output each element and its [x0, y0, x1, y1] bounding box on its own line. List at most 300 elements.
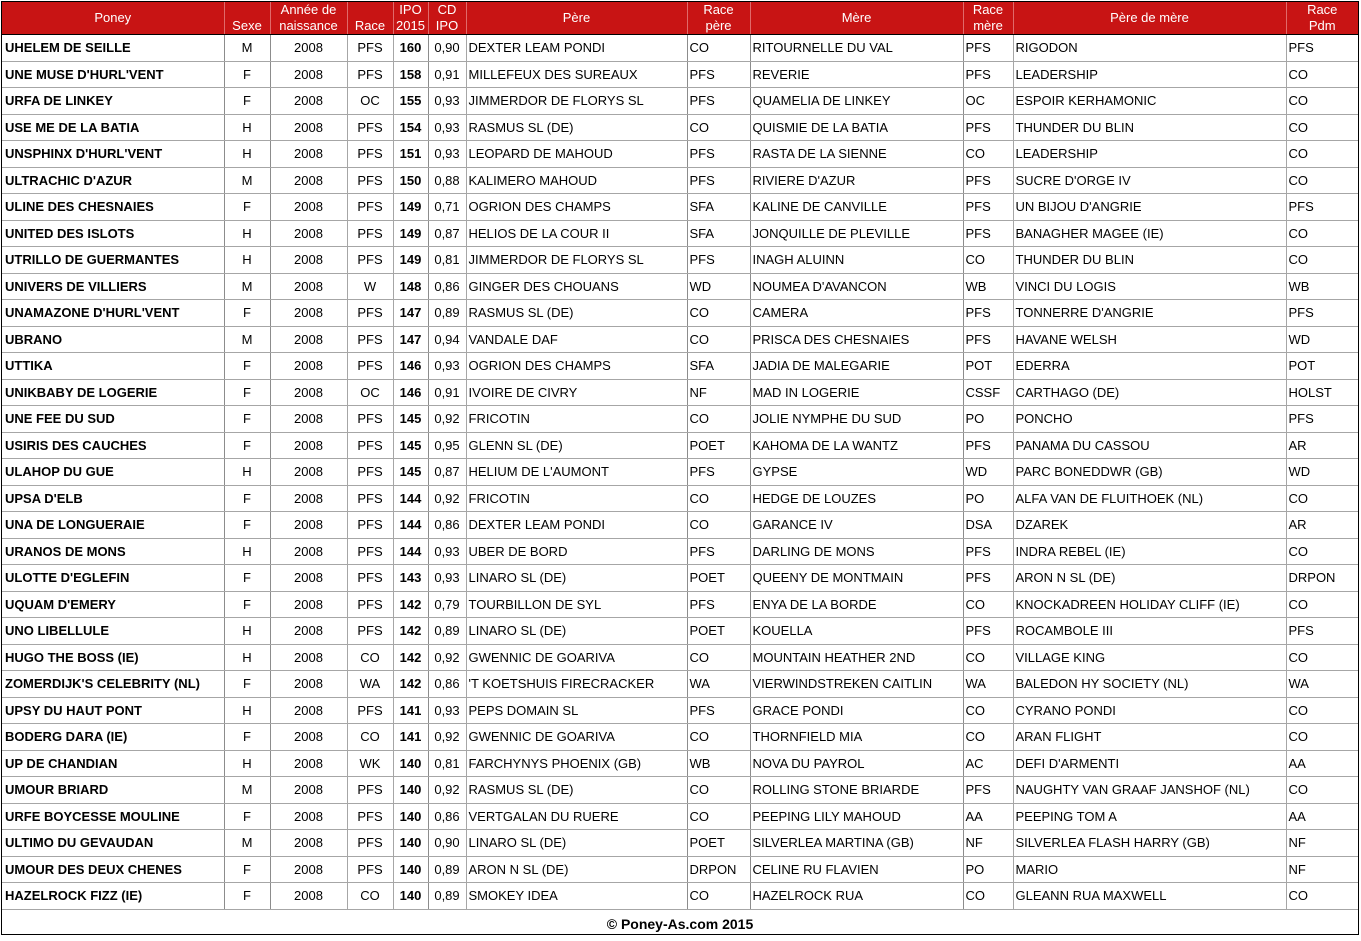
cell-race-mere: PFS [963, 618, 1013, 645]
cell-pere: PEPS DOMAIN SL [466, 697, 687, 724]
cell-race-pdm: PFS [1286, 194, 1358, 221]
cell-poney: UHELEM DE SEILLE [2, 35, 224, 62]
cell-pere: KALIMERO MAHOUD [466, 167, 687, 194]
cell-race-pdm: PFS [1286, 406, 1358, 433]
cell-cd-ipo: 0,93 [428, 114, 466, 141]
cell-race-pere: CO [687, 406, 750, 433]
cell-sexe: H [224, 644, 270, 671]
cell-race-pdm: CO [1286, 724, 1358, 751]
cell-pere: 'T KOETSHUIS FIRECRACKER [466, 671, 687, 698]
cell-race-mere: PO [963, 485, 1013, 512]
cell-poney: UNITED DES ISLOTS [2, 220, 224, 247]
cell-race-pdm: DRPON [1286, 565, 1358, 592]
cell-cd-ipo: 0,93 [428, 565, 466, 592]
cell-mere: JONQUILLE DE PLEVILLE [750, 220, 963, 247]
cell-race: CO [347, 724, 393, 751]
cell-cd-ipo: 0,79 [428, 591, 466, 618]
cell-race-mere: WB [963, 273, 1013, 300]
cell-race-mere: CO [963, 247, 1013, 274]
table-row [2, 406, 1358, 433]
cell-race-mere: PFS [963, 35, 1013, 62]
cell-race-pdm: CO [1286, 591, 1358, 618]
cell-annee: 2008 [270, 141, 347, 168]
cell-cd-ipo: 0,93 [428, 88, 466, 115]
cell-race: W [347, 273, 393, 300]
cell-pere-de-mere: NAUGHTY VAN GRAAF JANSHOF (NL) [1013, 777, 1286, 804]
cell-ipo: 147 [393, 326, 428, 353]
cell-ipo: 141 [393, 697, 428, 724]
table-row [2, 512, 1358, 539]
cell-sexe: F [224, 300, 270, 327]
table-row [2, 353, 1358, 380]
cell-race-mere: PFS [963, 777, 1013, 804]
cell-ipo: 154 [393, 114, 428, 141]
cell-ipo: 143 [393, 565, 428, 592]
cell-mere: KALINE DE CANVILLE [750, 194, 963, 221]
cell-poney: UNSPHINX D'HURL'VENT [2, 141, 224, 168]
cell-race-mere: CO [963, 644, 1013, 671]
cell-pere: GWENNIC DE GOARIVA [466, 724, 687, 751]
cell-race-mere: AA [963, 803, 1013, 830]
cell-race-mere: PFS [963, 326, 1013, 353]
cell-pere-de-mere: KNOCKADREEN HOLIDAY CLIFF (IE) [1013, 591, 1286, 618]
cell-race: PFS [347, 35, 393, 62]
table-row [2, 671, 1358, 698]
cell-ipo: 142 [393, 644, 428, 671]
table-row [2, 856, 1358, 883]
cell-mere: ROLLING STONE BRIARDE [750, 777, 963, 804]
cell-race-mere: PFS [963, 565, 1013, 592]
table-row [2, 326, 1358, 353]
header-race-mere: Race mère [963, 2, 1013, 35]
cell-race-mere: OC [963, 88, 1013, 115]
cell-pere-de-mere: BANAGHER MAGEE (IE) [1013, 220, 1286, 247]
table-row [2, 591, 1358, 618]
cell-cd-ipo: 0,90 [428, 35, 466, 62]
cell-race: PFS [347, 406, 393, 433]
cell-sexe: H [224, 459, 270, 486]
cell-sexe: F [224, 379, 270, 406]
cell-poney: UTRILLO DE GUERMANTES [2, 247, 224, 274]
cell-sexe: F [224, 353, 270, 380]
header-ipo: IPO 2015 [393, 2, 428, 35]
table-row [2, 88, 1358, 115]
cell-race-pdm: WD [1286, 459, 1358, 486]
cell-race: PFS [347, 591, 393, 618]
cell-pere: FARCHYNYS PHOENIX (GB) [466, 750, 687, 777]
cell-pere: IVOIRE DE CIVRY [466, 379, 687, 406]
cell-race-pdm: NF [1286, 856, 1358, 883]
cell-pere-de-mere: VINCI DU LOGIS [1013, 273, 1286, 300]
cell-pere: MILLEFEUX DES SUREAUX [466, 61, 687, 88]
table-row [2, 141, 1358, 168]
cell-mere: MOUNTAIN HEATHER 2ND [750, 644, 963, 671]
cell-ipo: 142 [393, 591, 428, 618]
cell-race-pere: POET [687, 830, 750, 857]
cell-annee: 2008 [270, 88, 347, 115]
cell-race-pere: PFS [687, 247, 750, 274]
cell-annee: 2008 [270, 220, 347, 247]
table-row [2, 750, 1358, 777]
cell-race-pdm: CO [1286, 141, 1358, 168]
cell-race-pdm: AA [1286, 750, 1358, 777]
cell-race-pere: PFS [687, 697, 750, 724]
cell-race-pdm: PFS [1286, 35, 1358, 62]
cell-ipo: 144 [393, 485, 428, 512]
cell-race: WA [347, 671, 393, 698]
cell-poney: ULTIMO DU GEVAUDAN [2, 830, 224, 857]
cell-cd-ipo: 0,90 [428, 830, 466, 857]
cell-annee: 2008 [270, 114, 347, 141]
cell-race-pere: PFS [687, 538, 750, 565]
cell-race-pere: NF [687, 379, 750, 406]
cell-annee: 2008 [270, 379, 347, 406]
cell-ipo: 141 [393, 724, 428, 751]
cell-sexe: F [224, 591, 270, 618]
cell-pere-de-mere: PARC BONEDDWR (GB) [1013, 459, 1286, 486]
cell-pere: SMOKEY IDEA [466, 883, 687, 910]
header-pere: Père [466, 2, 687, 35]
cell-poney: URFE BOYCESSE MOULINE [2, 803, 224, 830]
cell-mere: QUEENY DE MONTMAIN [750, 565, 963, 592]
cell-poney: UBRANO [2, 326, 224, 353]
cell-poney: UNA DE LONGUERAIE [2, 512, 224, 539]
cell-sexe: M [224, 273, 270, 300]
cell-sexe: F [224, 565, 270, 592]
cell-ipo: 158 [393, 61, 428, 88]
table-row [2, 777, 1358, 804]
cell-annee: 2008 [270, 432, 347, 459]
cell-race-pere: CO [687, 883, 750, 910]
cell-mere: ENYA DE LA BORDE [750, 591, 963, 618]
cell-sexe: F [224, 856, 270, 883]
cell-poney: URFA DE LINKEY [2, 88, 224, 115]
table-row [2, 538, 1358, 565]
cell-mere: GARANCE IV [750, 512, 963, 539]
header-pere-de-mere: Père de mère [1013, 2, 1286, 35]
cell-mere: QUISMIE DE LA BATIA [750, 114, 963, 141]
cell-sexe: F [224, 61, 270, 88]
cell-pere: OGRION DES CHAMPS [466, 353, 687, 380]
cell-pere: OGRION DES CHAMPS [466, 194, 687, 221]
cell-race-pdm: WB [1286, 273, 1358, 300]
cell-pere-de-mere: VILLAGE KING [1013, 644, 1286, 671]
cell-race-mere: CO [963, 883, 1013, 910]
cell-race: CO [347, 644, 393, 671]
cell-race: PFS [347, 353, 393, 380]
cell-ipo: 145 [393, 406, 428, 433]
cell-cd-ipo: 0,93 [428, 538, 466, 565]
results-sheet [1, 1, 1359, 935]
cell-mere: GRACE PONDI [750, 697, 963, 724]
cell-sexe: H [224, 697, 270, 724]
cell-annee: 2008 [270, 194, 347, 221]
cell-ipo: 140 [393, 883, 428, 910]
cell-pere-de-mere: SILVERLEA FLASH HARRY (GB) [1013, 830, 1286, 857]
cell-sexe: M [224, 35, 270, 62]
cell-pere: GINGER DES CHOUANS [466, 273, 687, 300]
cell-sexe: F [224, 671, 270, 698]
cell-sexe: H [224, 538, 270, 565]
table-row [2, 432, 1358, 459]
cell-pere-de-mere: ARON N SL (DE) [1013, 565, 1286, 592]
cell-race-pere: PFS [687, 88, 750, 115]
cell-cd-ipo: 0,92 [428, 644, 466, 671]
cell-cd-ipo: 0,86 [428, 671, 466, 698]
cell-ipo: 150 [393, 167, 428, 194]
cell-race: PFS [347, 697, 393, 724]
cell-race: PFS [347, 512, 393, 539]
cell-ipo: 144 [393, 538, 428, 565]
cell-cd-ipo: 0,86 [428, 803, 466, 830]
cell-poney: UNIVERS DE VILLIERS [2, 273, 224, 300]
header-row [2, 2, 1358, 35]
cell-race-pdm: AR [1286, 512, 1358, 539]
cell-pere-de-mere: HAVANE WELSH [1013, 326, 1286, 353]
cell-pere-de-mere: EDERRA [1013, 353, 1286, 380]
cell-pere-de-mere: CARTHAGO (DE) [1013, 379, 1286, 406]
cell-pere: LEOPARD DE MAHOUD [466, 141, 687, 168]
cell-mere: CAMERA [750, 300, 963, 327]
cell-ipo: 149 [393, 247, 428, 274]
cell-race: PFS [347, 618, 393, 645]
table-row [2, 300, 1358, 327]
cell-annee: 2008 [270, 538, 347, 565]
cell-ipo: 149 [393, 220, 428, 247]
cell-annee: 2008 [270, 830, 347, 857]
cell-pere-de-mere: ESPOIR KERHAMONIC [1013, 88, 1286, 115]
cell-pere-de-mere: TONNERRE D'ANGRIE [1013, 300, 1286, 327]
cell-annee: 2008 [270, 459, 347, 486]
cell-race-pdm: CO [1286, 88, 1358, 115]
cell-poney: UNAMAZONE D'HURL'VENT [2, 300, 224, 327]
cell-race-mere: POT [963, 353, 1013, 380]
cell-ipo: 146 [393, 353, 428, 380]
cell-race: PFS [347, 326, 393, 353]
cell-pere-de-mere: PANAMA DU CASSOU [1013, 432, 1286, 459]
cell-annee: 2008 [270, 61, 347, 88]
cell-race: CO [347, 883, 393, 910]
cell-race-pdm: CO [1286, 114, 1358, 141]
header-sexe: Sexe [224, 2, 270, 35]
table-row [2, 220, 1358, 247]
cell-annee: 2008 [270, 750, 347, 777]
cell-sexe: H [224, 141, 270, 168]
cell-pere: LINARO SL (DE) [466, 565, 687, 592]
cell-race-mere: PFS [963, 300, 1013, 327]
cell-mere: HAZELROCK RUA [750, 883, 963, 910]
cell-pere-de-mere: DZAREK [1013, 512, 1286, 539]
cell-race-mere: PO [963, 406, 1013, 433]
cell-race: PFS [347, 220, 393, 247]
cell-annee: 2008 [270, 724, 347, 751]
table-row [2, 644, 1358, 671]
cell-sexe: F [224, 194, 270, 221]
cell-mere: CELINE RU FLAVIEN [750, 856, 963, 883]
cell-race-pdm: WD [1286, 326, 1358, 353]
cell-mere: NOVA DU PAYROL [750, 750, 963, 777]
cell-sexe: F [224, 883, 270, 910]
cell-poney: UPSA D'ELB [2, 485, 224, 512]
cell-race: PFS [347, 247, 393, 274]
cell-sexe: M [224, 326, 270, 353]
cell-race-pere: POET [687, 565, 750, 592]
cell-race-mere: PFS [963, 61, 1013, 88]
cell-pere-de-mere: PONCHO [1013, 406, 1286, 433]
cell-race-pere: CO [687, 644, 750, 671]
cell-sexe: H [224, 247, 270, 274]
cell-ipo: 148 [393, 273, 428, 300]
table-row [2, 565, 1358, 592]
cell-poney: ULAHOP DU GUE [2, 459, 224, 486]
cell-race: OC [347, 88, 393, 115]
cell-race-pere: CO [687, 724, 750, 751]
header-annee: Année de naissance [270, 2, 347, 35]
cell-poney: ULTRACHIC D'AZUR [2, 167, 224, 194]
cell-race-pdm: CO [1286, 777, 1358, 804]
cell-mere: REVERIE [750, 61, 963, 88]
header-race: Race [347, 2, 393, 35]
cell-race-pdm: PFS [1286, 300, 1358, 327]
cell-race: PFS [347, 114, 393, 141]
cell-race-mere: CO [963, 591, 1013, 618]
cell-race-pdm: PFS [1286, 618, 1358, 645]
cell-race-pere: CO [687, 485, 750, 512]
cell-pere: ARON N SL (DE) [466, 856, 687, 883]
cell-ipo: 149 [393, 194, 428, 221]
cell-poney: UTTIKA [2, 353, 224, 380]
cell-ipo: 147 [393, 300, 428, 327]
cell-mere: DARLING DE MONS [750, 538, 963, 565]
table-row [2, 167, 1358, 194]
cell-race: PFS [347, 432, 393, 459]
cell-sexe: F [224, 485, 270, 512]
cell-sexe: H [224, 750, 270, 777]
cell-cd-ipo: 0,89 [428, 618, 466, 645]
cell-cd-ipo: 0,88 [428, 167, 466, 194]
cell-race-pdm: CO [1286, 247, 1358, 274]
cell-race: WK [347, 750, 393, 777]
cell-annee: 2008 [270, 856, 347, 883]
cell-poney: URANOS DE MONS [2, 538, 224, 565]
cell-annee: 2008 [270, 697, 347, 724]
cell-race-pere: CO [687, 803, 750, 830]
cell-race-pere: DRPON [687, 856, 750, 883]
cell-pere: DEXTER LEAM PONDI [466, 512, 687, 539]
cell-race: PFS [347, 300, 393, 327]
cell-race-pere: PFS [687, 141, 750, 168]
cell-pere: RASMUS SL (DE) [466, 114, 687, 141]
table-row [2, 485, 1358, 512]
cell-pere: LINARO SL (DE) [466, 830, 687, 857]
cell-annee: 2008 [270, 273, 347, 300]
cell-race-pere: PFS [687, 167, 750, 194]
cell-annee: 2008 [270, 167, 347, 194]
table-row [2, 618, 1358, 645]
cell-race-pere: PFS [687, 61, 750, 88]
cell-poney: ULINE DES CHESNAIES [2, 194, 224, 221]
table-row [2, 194, 1358, 221]
cell-mere: MAD IN LOGERIE [750, 379, 963, 406]
cell-annee: 2008 [270, 618, 347, 645]
table-row [2, 803, 1358, 830]
cell-race-pdm: CO [1286, 538, 1358, 565]
cell-race-mere: CO [963, 697, 1013, 724]
cell-poney: USE ME DE LA BATIA [2, 114, 224, 141]
cell-mere: RASTA DE LA SIENNE [750, 141, 963, 168]
cell-race-pere: CO [687, 326, 750, 353]
cell-race-pere: CO [687, 777, 750, 804]
cell-annee: 2008 [270, 883, 347, 910]
cell-pere: TOURBILLON DE SYL [466, 591, 687, 618]
copyright-footer: © Poney-As.com 2015 [606, 916, 754, 932]
header-mere: Mère [750, 2, 963, 35]
cell-mere: VIERWINDSTREKEN CAITLIN [750, 671, 963, 698]
cell-sexe: F [224, 406, 270, 433]
cell-annee: 2008 [270, 485, 347, 512]
cell-poney: UNE FEE DU SUD [2, 406, 224, 433]
cell-ipo: 151 [393, 141, 428, 168]
cell-cd-ipo: 0,89 [428, 883, 466, 910]
cell-ipo: 145 [393, 459, 428, 486]
cell-cd-ipo: 0,92 [428, 485, 466, 512]
cell-sexe: F [224, 88, 270, 115]
cell-race-pere: POET [687, 618, 750, 645]
cell-mere: SILVERLEA MARTINA (GB) [750, 830, 963, 857]
cell-race-pere: SFA [687, 194, 750, 221]
cell-cd-ipo: 0,71 [428, 194, 466, 221]
cell-ipo: 140 [393, 856, 428, 883]
cell-poney: HAZELROCK FIZZ (IE) [2, 883, 224, 910]
cell-mere: RIVIERE D'AZUR [750, 167, 963, 194]
cell-pere-de-mere: UN BIJOU D'ANGRIE [1013, 194, 1286, 221]
cell-ipo: 140 [393, 777, 428, 804]
cell-pere-de-mere: BALEDON HY SOCIETY (NL) [1013, 671, 1286, 698]
cell-cd-ipo: 0,95 [428, 432, 466, 459]
cell-race-mere: WD [963, 459, 1013, 486]
cell-race-mere: PFS [963, 114, 1013, 141]
cell-sexe: M [224, 830, 270, 857]
cell-mere: KAHOMA DE LA WANTZ [750, 432, 963, 459]
cell-annee: 2008 [270, 353, 347, 380]
table-row [2, 61, 1358, 88]
cell-pere: JIMMERDOR DE FLORYS SL [466, 88, 687, 115]
cell-poney: BODERG DARA (IE) [2, 724, 224, 751]
table-body [2, 35, 1358, 910]
cell-poney: ULOTTE D'EGLEFIN [2, 565, 224, 592]
cell-mere: HEDGE DE LOUZES [750, 485, 963, 512]
cell-race-pere: POET [687, 432, 750, 459]
cell-poney: UNIKBABY DE LOGERIE [2, 379, 224, 406]
cell-annee: 2008 [270, 591, 347, 618]
cell-ipo: 142 [393, 618, 428, 645]
cell-mere: JADIA DE MALEGARIE [750, 353, 963, 380]
cell-cd-ipo: 0,93 [428, 697, 466, 724]
cell-race-mere: PFS [963, 220, 1013, 247]
cell-cd-ipo: 0,93 [428, 141, 466, 168]
cell-pere: RASMUS SL (DE) [466, 300, 687, 327]
cell-cd-ipo: 0,92 [428, 724, 466, 751]
cell-pere: UBER DE BORD [466, 538, 687, 565]
cell-cd-ipo: 0,91 [428, 61, 466, 88]
cell-ipo: 142 [393, 671, 428, 698]
cell-cd-ipo: 0,92 [428, 777, 466, 804]
cell-race-mere: CO [963, 724, 1013, 751]
cell-race-mere: NF [963, 830, 1013, 857]
cell-ipo: 140 [393, 830, 428, 857]
cell-race-pere: PFS [687, 591, 750, 618]
cell-race-pere: SFA [687, 353, 750, 380]
